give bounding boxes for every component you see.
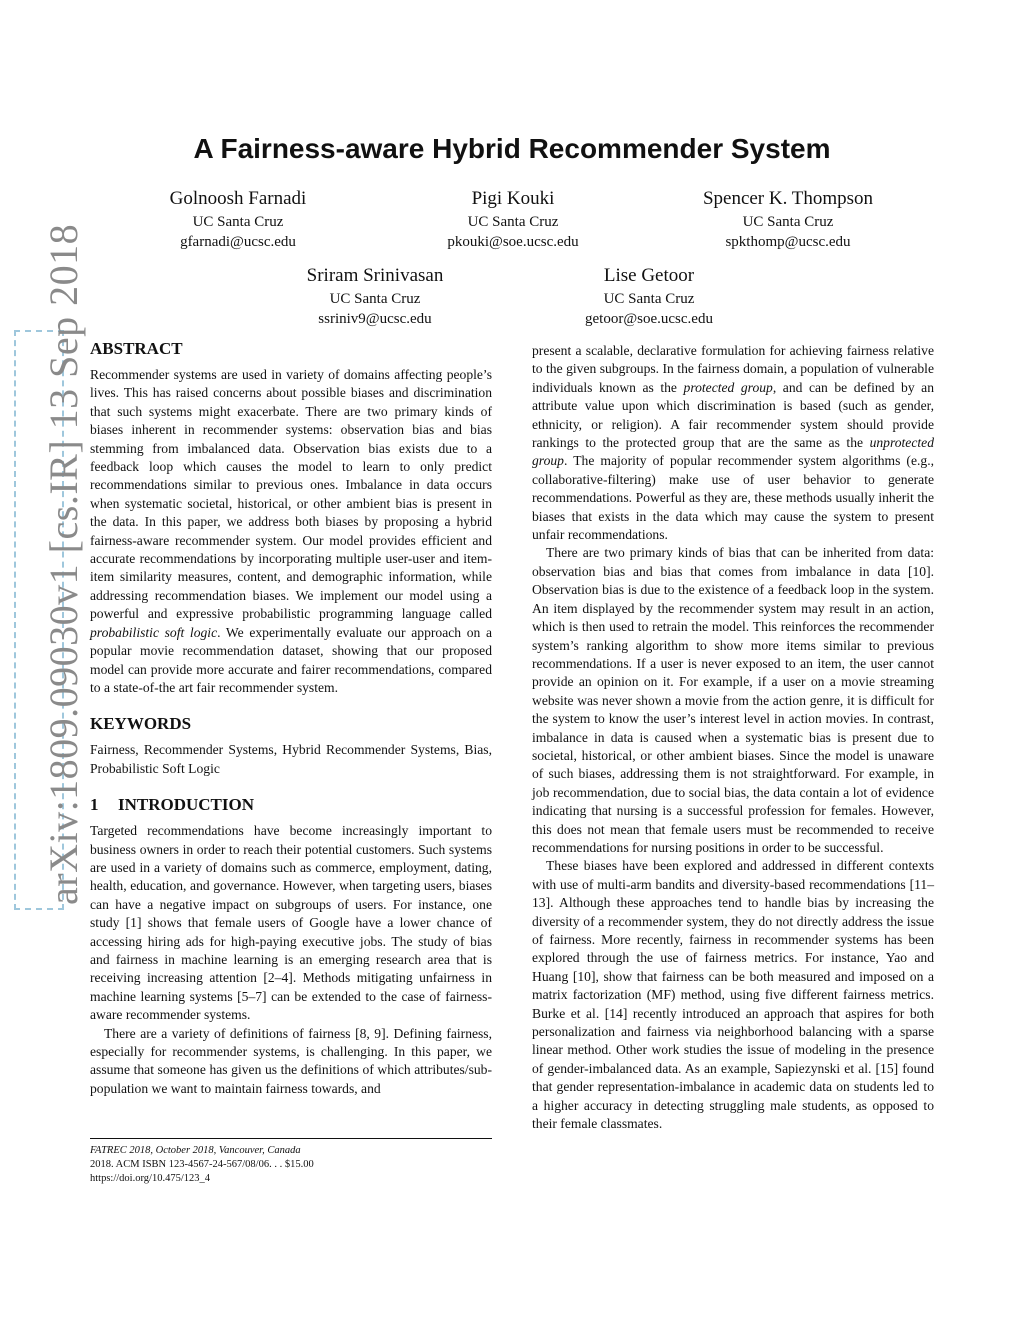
footnote-doi: https://doi.org/10.475/123_4 bbox=[90, 1173, 210, 1184]
author-name: Lise Getoor bbox=[603, 265, 695, 286]
introduction-heading: 1 INTRODUCTION bbox=[90, 795, 255, 815]
author-email: pkouki@soe.ucsc.edu bbox=[447, 234, 579, 250]
right-column bbox=[532, 342, 934, 1133]
author-name: Pigi Kouki bbox=[471, 188, 555, 209]
author-name: Golnoosh Farnadi bbox=[169, 188, 307, 209]
abstract-heading: ABSTRACT bbox=[90, 339, 183, 358]
abstract-text: Recommender systems are used in variety of domains affecting people’s lives. This has raised concerns about possible biases and discrimination that such systems might exacerbate. There are two primary kinds of biases inherent in recommender systems: observation bias and bias stemming from imbalanced data. Observation bias exists due to a feedback loop which causes the model to learn to only predict recommendations similar to previous ones. Imbalance in data occurs when systematic societal, historical, or other ambient bias is present in the data. In this paper, we address both biases by proposing a hybrid fairness-aware recommender system. Our model provides efficient and accurate recommendations by incorporating multiple user-user and item-item similarity measures, content, and demographic information, while addressing recommendation biases. We implement our model using a powerful and expressive probabilistic programming language called probabilistic soft logic. We experimentally evaluate our approach on a popular movie recommendation dataset, showing that our proposed model can provide more accurate and fairer recommendations, compared to a state-of-the art fair recommender system. bbox=[90, 367, 492, 695]
author-block bbox=[383, 186, 643, 252]
footnote-venue: FATREC 2018, October 2018, Vancouver, Canada bbox=[90, 1145, 301, 1156]
footnote-isbn: 2018. ACM ISBN 123-4567-24-567/08/06. . . $15.00 bbox=[90, 1159, 314, 1170]
author-email: spkthomp@ucsc.edu bbox=[725, 234, 851, 250]
paper-title: A Fairness-aware Hybrid Recommender System bbox=[193, 133, 831, 164]
left-column bbox=[90, 338, 492, 1098]
arxiv-identifier: arXiv:1809.09030v1 [cs.IR] 13 Sep 2018 bbox=[41, 223, 86, 905]
author-email: gfarnadi@ucsc.edu bbox=[180, 234, 296, 250]
footnote bbox=[90, 1138, 492, 1186]
introduction-paragraph: There are a variety of definitions of fairness [8, 9]. Defining fairness, especially for recommender systems, is challenging. In this paper, we assume that someone has given us the definitions of which attributes/sub-population we want to maintain fairness towards, and bbox=[90, 1025, 492, 1096]
author-name: Spencer K. Thompson bbox=[702, 188, 874, 209]
body-paragraph: present a scalable, declarative formulation for achieving fairness relative to the given subgroups. In the fairness domain, a population of vulnerable individuals known as the protected group, and can be defined by an attribute value upon which discrimination is based (such as gender, ethnicity, or religion). A fair recommender system should provide rankings to the protected group that are the same as the unprotected group. The majority of popular recommender system algorithms (e.g., collaborative-filtering) make use of user behavior to generate recommendations. Powerful as they are, these methods usually inherit the biases that exists in the data which may cause the system to present unfair recommendations. bbox=[532, 343, 934, 543]
author-name: Sriram Srinivasan bbox=[306, 265, 444, 286]
author-block bbox=[245, 263, 505, 329]
author-block bbox=[108, 186, 368, 252]
author-email: ssriniv9@ucsc.edu bbox=[318, 311, 432, 327]
author-block bbox=[658, 186, 918, 252]
author-affiliation: UC Santa Cruz bbox=[603, 291, 695, 307]
author-affiliation: UC Santa Cruz bbox=[192, 214, 284, 230]
introduction-paragraph: Targeted recommendations have become increasingly important to business owners in order to reach their potential customers. Such systems are used in a variety of domains such as commerce, employment, dating, health, education, and governance. However, when targeting users, biases can have a negative impact on subgroups of users. For instance, one study [1] shows that female users of Google have a lower chance of accessing hiring ads for high-paying executive jobs. The study of bias and fairness in machine learning is an emerging research area that is receiving increasing attention [2–4]. Methods mitigating unfairness in machine learning systems [5–7] can be extended to the case of fairness-aware recommender systems. bbox=[90, 823, 492, 1023]
author-affiliation: UC Santa Cruz bbox=[467, 214, 559, 230]
keywords-heading: KEYWORDS bbox=[90, 714, 192, 734]
author-block bbox=[519, 263, 779, 329]
author-affiliation: UC Santa Cruz bbox=[329, 291, 421, 307]
author-affiliation: UC Santa Cruz bbox=[742, 214, 834, 230]
author-email: getoor@soe.ucsc.edu bbox=[585, 311, 713, 327]
body-paragraph: These biases have been explored and addressed in different contexts with use of multi-arm bandits and diversity-based recommendations [11–13]. Although these approaches tend to handle bias by increasing the diversity of a recommender system, they do not directly address the issue of fairness. More recently, fairness in recommender systems has been explored through the use of fairness metrics. For instance, Yao and Huang [10], show that fairness can be both measured and imposed on a matrix factorization (MF) method, using five different fairness metrics. Burke et al. [14] recently introduced an approach that aspires for both personalization and fairness via neighborhood balancing with a sparse linear method. Other work studies the issue of modeling in the presence of gender-imbalanced data. As an example, Sapiezynski et al. [15] found that gender representation-imbalance in academic data on students led to a higher accuracy in detecting struggling male students, as opposed to their female classmates. bbox=[532, 858, 934, 1132]
body-paragraph: There are two primary kinds of bias that can be inherited from data: observation bias and bias that comes from imbalance in data [10]. Observation bias is due to the existence of a feedback loop in the system. An item displayed by the recommender system may result in an action, which is then used to retrain the model. This reinforces the recommender system’s ranking algorithm to show more items similar to previous recommendations. If a user is never exposed to an item, the user cannot provide an opinion on it. For example, if a user on a movie streaming website was never shown a movie from the action genre, it is difficult for the system to know the user’s interest level in action movies. In contrast, imbalance in data is caused when a systematic bias is present due to societal, historical, or other ambient biases. Since the model is unaware of such biases, addressing them is not straightforward. For example, in job recommendation, due to social bias, the data contain a lot of evidence indicating that nursing is a successful profession for females. However, this does not mean that female users must be recommended to receive recommendations for nursing positions in order to be successful. bbox=[532, 545, 934, 855]
keywords-text: Fairness, Recommender Systems, Hybrid Recommender Systems, Bias, Probabilistic Soft Logic bbox=[90, 742, 492, 776]
